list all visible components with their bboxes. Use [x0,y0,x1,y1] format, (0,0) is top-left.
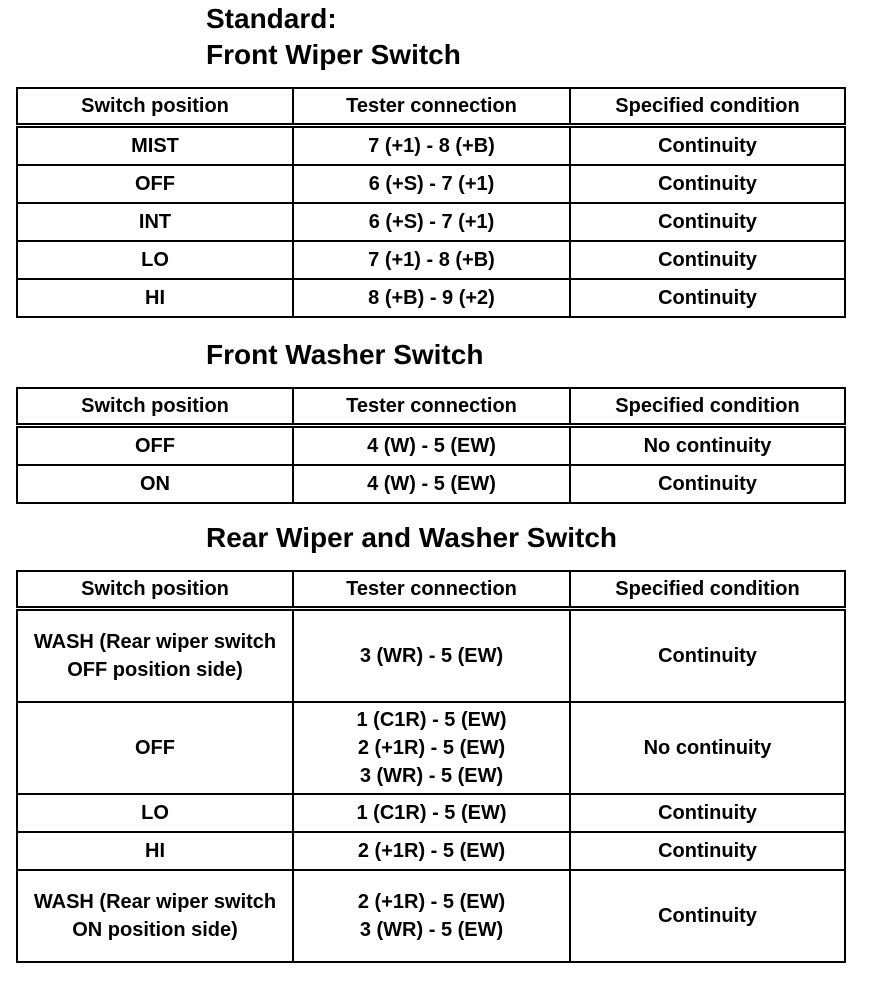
switch-position-cell: INT [17,203,293,241]
tester-connection-cell: 1 (C1R) - 5 (EW) [293,794,570,832]
tester-connection-line: 1 (C1R) - 5 (EW) [356,709,507,731]
specified-condition-cell: Continuity [570,465,845,503]
rear-wiper-washer-switch-title: Rear Wiper and Washer Switch [206,522,618,553]
column-header-tester-connection: Tester connection [293,388,570,426]
table-row [17,832,845,870]
switch-position-cell: WASH (Rear wiper switch ON position side) [17,870,293,962]
tester-connection-cell: 4 (W) - 5 (EW) [293,465,570,503]
switch-position-cell: OFF [17,426,293,466]
front-washer-switch-table [16,387,846,504]
switch-position-cell: OFF [17,165,293,203]
front-washer-switch-title: Front Washer Switch [206,339,484,370]
tester-connection-cell: 3 (WR) - 5 (EW) [293,609,570,703]
tester-connection-line: 2 (+1R) - 5 (EW) [357,737,506,759]
table-row [17,241,845,279]
switch-position-cell: MIST [17,126,293,166]
table-row [17,794,845,832]
tester-connection-cell [293,702,570,794]
table-row [17,870,845,962]
specified-condition-cell: Continuity [570,165,845,203]
table-row [17,279,845,317]
specified-condition-cell: No continuity [570,426,845,466]
specified-condition-cell: Continuity [570,203,845,241]
tester-connection-cell: 7 (+1) - 8 (+B) [293,126,570,166]
tester-connection-line: 2 (+1R) - 5 (EW) [357,891,506,913]
tester-connection-cell: 4 (W) - 5 (EW) [293,426,570,466]
column-header-switch-position: Switch position [17,88,293,126]
switch-position-cell: HI [17,832,293,870]
specified-condition-cell: Continuity [570,126,845,166]
column-header-switch-position: Switch position [17,571,293,609]
table-row [17,609,845,703]
front-wiper-switch-table [16,87,846,318]
front-wiper-switch-title: Front Wiper Switch [206,39,461,70]
table-header-row [17,388,845,426]
specified-condition-cell: Continuity [570,241,845,279]
column-header-tester-connection: Tester connection [293,571,570,609]
specified-condition-cell: Continuity [570,279,845,317]
specified-condition-cell: Continuity [570,609,845,703]
table-row [17,126,845,166]
tester-connection-cell [293,870,570,962]
table-header-row [17,88,845,126]
column-header-specified-condition: Specified condition [570,571,845,609]
switch-position-cell: LO [17,241,293,279]
switch-position-cell: HI [17,279,293,317]
column-header-specified-condition: Specified condition [570,88,845,126]
specified-condition-cell: Continuity [570,794,845,832]
table-row [17,426,845,466]
table-row [17,165,845,203]
standard-heading: Standard: [206,3,337,34]
tester-connection-cell: 7 (+1) - 8 (+B) [293,241,570,279]
specified-condition-cell: Continuity [570,870,845,962]
tester-connection-line: 3 (WR) - 5 (EW) [359,765,504,787]
table-row [17,203,845,241]
column-header-switch-position: Switch position [17,388,293,426]
switch-position-cell: OFF [17,702,293,794]
switch-position-cell: WASH (Rear wiper switch OFF position side) [17,609,293,703]
tester-connection-line: 3 (WR) - 5 (EW) [359,919,504,941]
tester-connection-cell: 8 (+B) - 9 (+2) [293,279,570,317]
rear-wiper-washer-switch-table [16,570,846,963]
switch-position-cell: LO [17,794,293,832]
specified-condition-cell: Continuity [570,832,845,870]
table-header-row [17,571,845,609]
tester-connection-cell: 6 (+S) - 7 (+1) [293,203,570,241]
column-header-specified-condition: Specified condition [570,388,845,426]
switch-position-cell: ON [17,465,293,503]
tester-connection-cell: 6 (+S) - 7 (+1) [293,165,570,203]
column-header-tester-connection: Tester connection [293,88,570,126]
tester-connection-cell: 2 (+1R) - 5 (EW) [293,832,570,870]
specified-condition-cell: No continuity [570,702,845,794]
table-row [17,702,845,794]
table-row [17,465,845,503]
